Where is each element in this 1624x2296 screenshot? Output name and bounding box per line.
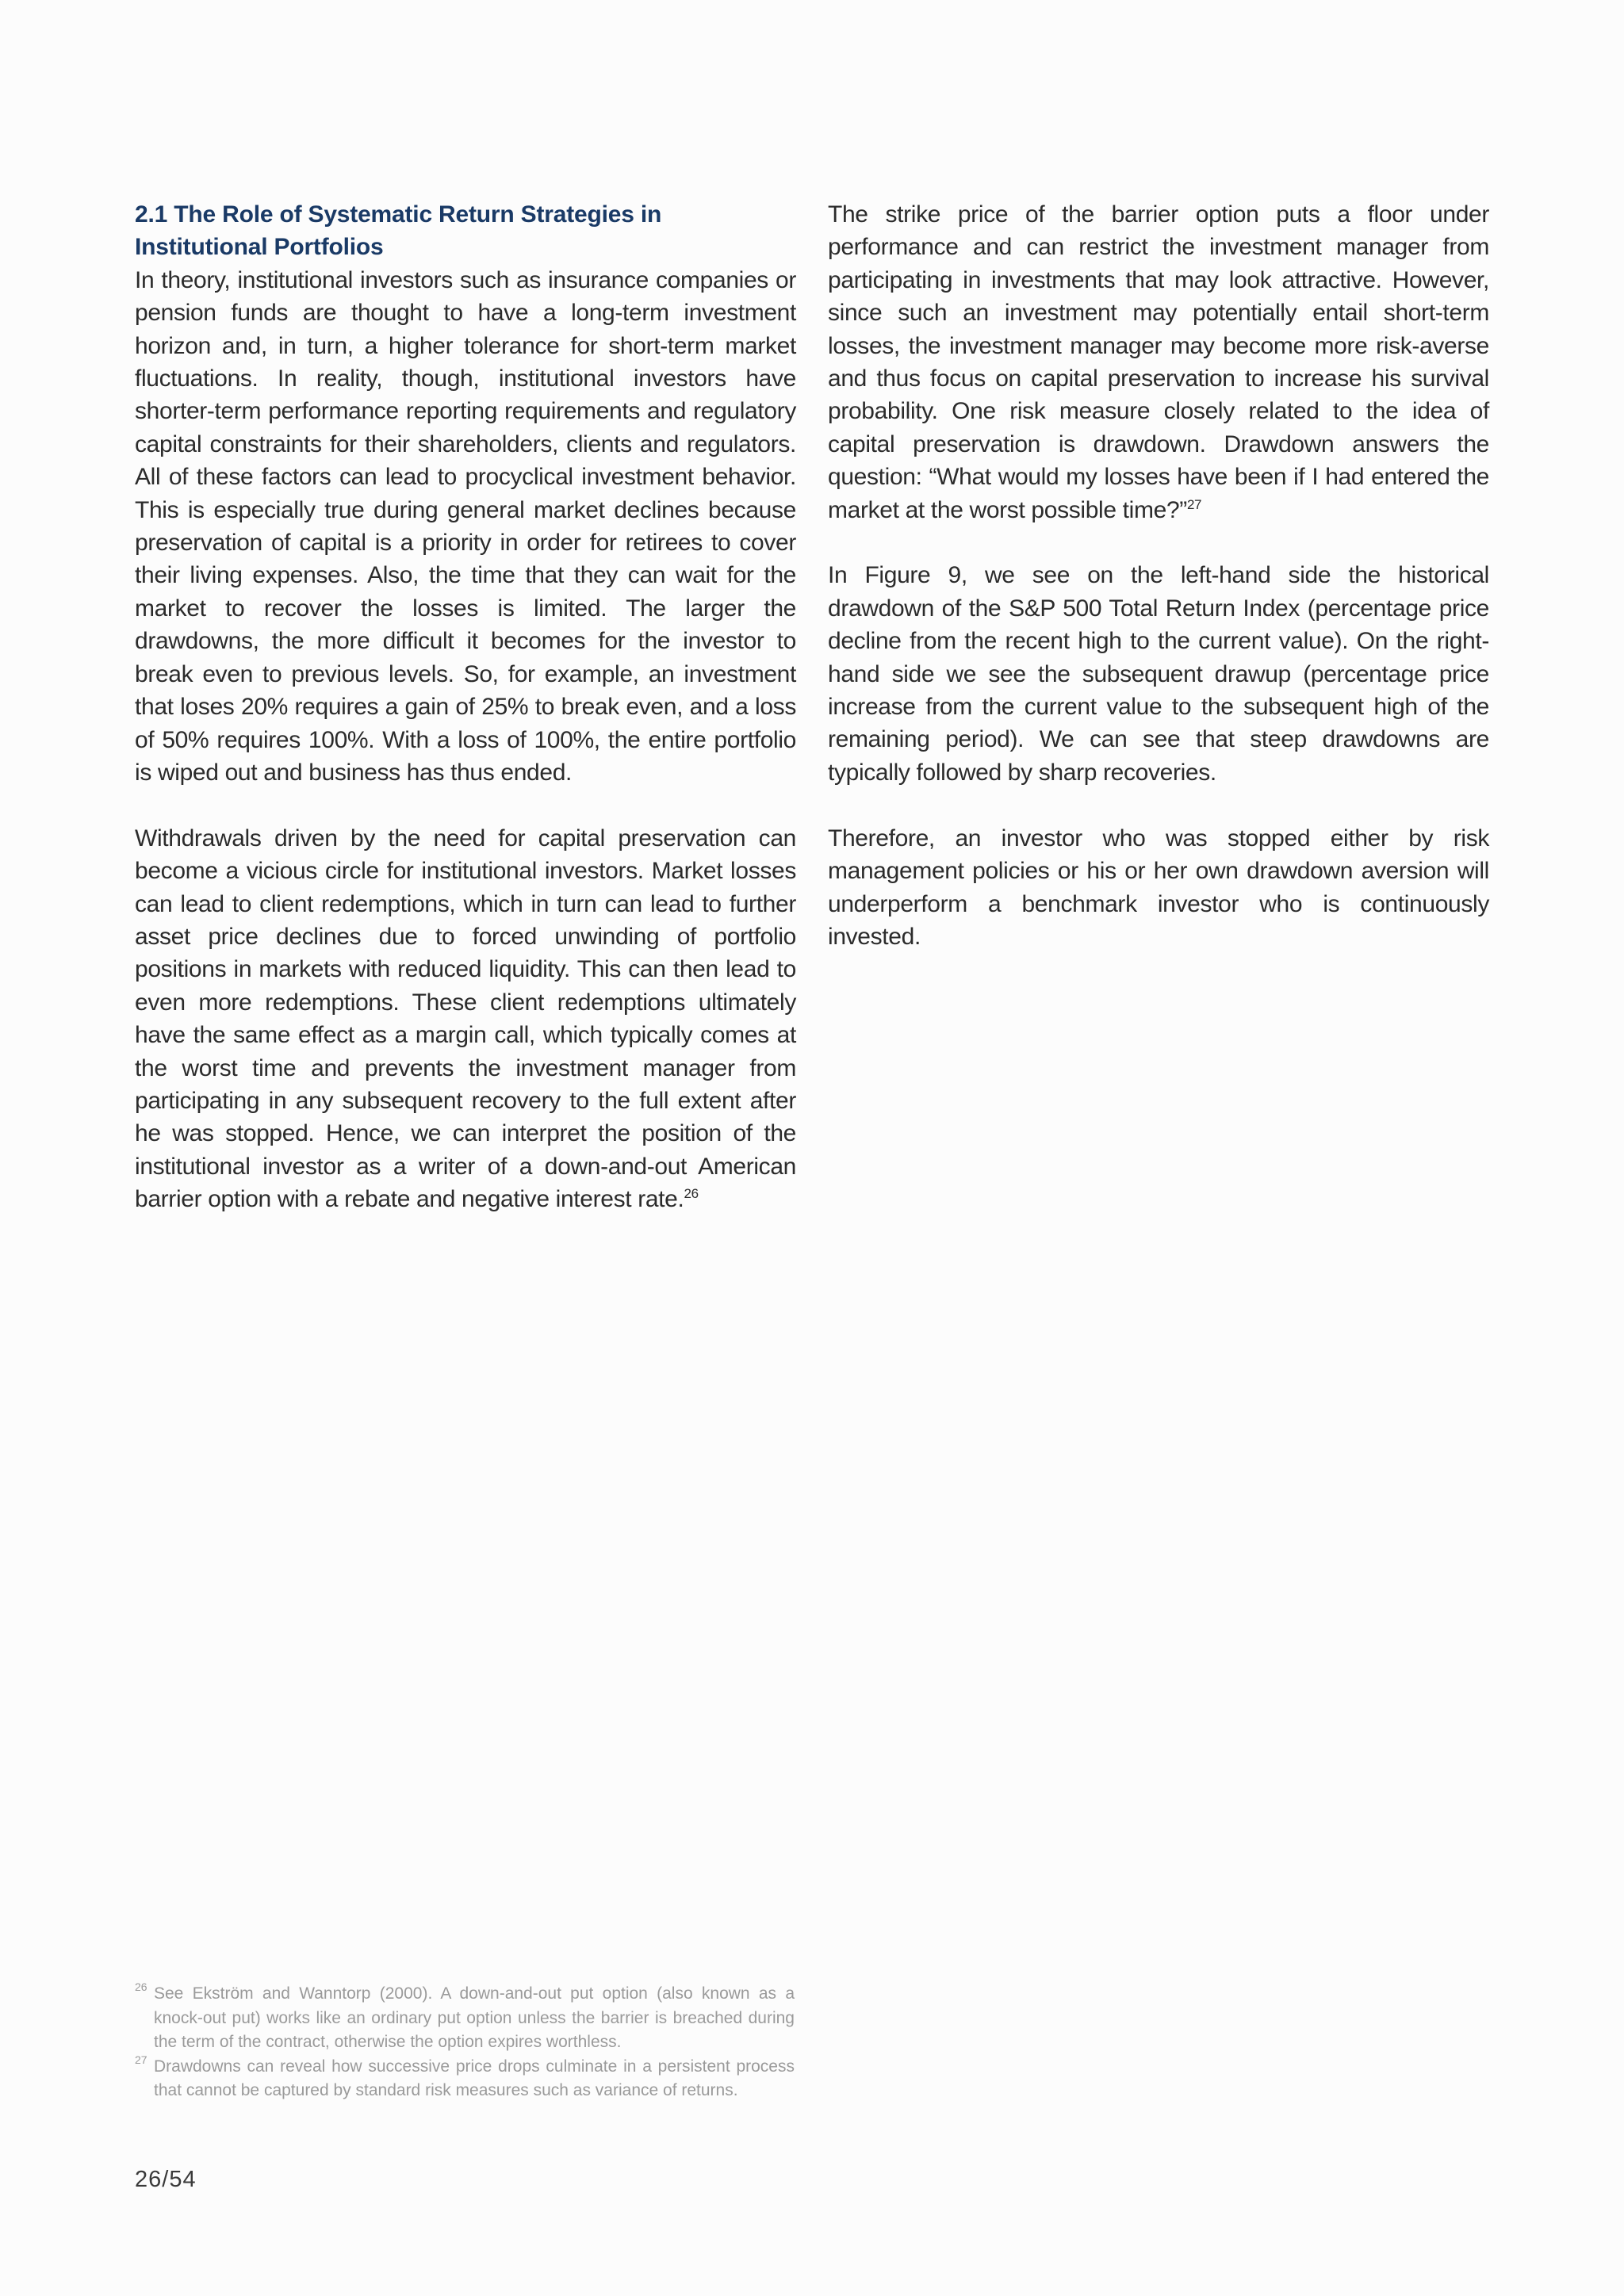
left-column: [135, 198, 796, 1216]
paragraph-text: The strike price of the barrier option puts a floor under performance and can restrict the investment manager from participating in investments that may look attractive. However, since such an investment may potentially entail short-term losses, the investment manager may become more risk-averse and thus focus on capital preservation to increase his survival probability. One risk measure closely related to the idea of capital preservation is drawdown. Drawdown answers the question: “What would my losses have been if I had entered the market at the worst possible time?”: [828, 201, 1489, 523]
body-paragraph: [135, 264, 796, 790]
footnotes-section: [135, 1982, 795, 2103]
body-paragraph: [135, 822, 796, 1216]
body-paragraph: [828, 198, 1489, 526]
footnote-reference[interactable]: 27: [1186, 496, 1202, 512]
right-column: [828, 198, 1489, 953]
footnote: [135, 1982, 795, 2055]
paragraph-text: Withdrawals driven by the need for capital preservation can become a vicious circle for institutional investors. Market losses can lead to client redemptions, which in turn can lead to further asset price declines due to forced unwinding of portfolio positions in markets with reduced liquidity. This can then lead to even more redemptions. These client redemptions ultimately have the same effect as a margin call, which typically comes at the worst time and prevents the investment manager from participating in any subsequent recovery to the full extent after he was stopped. Hence, we can interpret the position of the institutional investor as a writer of a down-and-out American barrier option with a rebate and negative interest rate.: [135, 825, 796, 1213]
body-paragraph: [828, 559, 1489, 789]
paragraph-text: Therefore, an investor who was stopped either by risk management policies or his or her own drawdown aversion will underperform a benchmark investor who is continuously invested.: [828, 825, 1489, 950]
body-paragraph: [828, 822, 1489, 954]
footnote-reference[interactable]: 26: [684, 1186, 699, 1202]
section-heading: 2.1 The Role of Systematic Return Strategies in Institutional Portfolios: [135, 201, 662, 261]
footnote-number: 27: [135, 2053, 147, 2066]
footnote-text: Drawdowns can reveal how successive price drops culminate in a persistent process that cannot be captured by standard risk measures such as variance of returns.: [154, 2057, 795, 2099]
footnote: [135, 2055, 795, 2103]
footnote-text: See Ekström and Wanntorp (2000). A down-and-out put option (also known as a knock-out put) works like an ordinary put option unless the barrier is breached during the term of the contract, otherwise the option expires worthless.: [154, 1984, 795, 2051]
paragraph-text: In theory, institutional investors such as insurance companies or pension funds are thought to have a long-term investment horizon and, in turn, a higher tolerance for short-term market fluctuations. In reality, though, institutional investors have shorter-term performance reporting requirements and regulatory capital constraints for their shareholders, clients and regulators. All of these factors can lead to procyclical investment behavior. This is especially true during general market declines because preservation of capital is a priority in order for retirees to cover their living expenses. Also, the time that they can wait for the market to recover the losses is limited. The larger the drawdowns, the more difficult it becomes for the investor to break even to previous levels. So, for example, an investment that loses 20% requires a gain of 25% to break even, and a loss of 50% requires 100%. With a loss of 100%, the entire portfolio is wiped out and business has thus ended.: [135, 266, 796, 786]
footnote-number: 26: [135, 1980, 147, 1993]
page-number: 26/54: [135, 2167, 197, 2192]
paragraph-text: In Figure 9, we see on the left-hand side the historical drawdown of the S&P 500 Total Return Index (percentage price decline from the recent high to the current value). On the right-hand side we see the subsequent drawup (percentage price increase from the current value to the subsequent high of the remaining period). We can see that steep drawdowns are typically followed by sharp recoveries.: [828, 562, 1489, 786]
